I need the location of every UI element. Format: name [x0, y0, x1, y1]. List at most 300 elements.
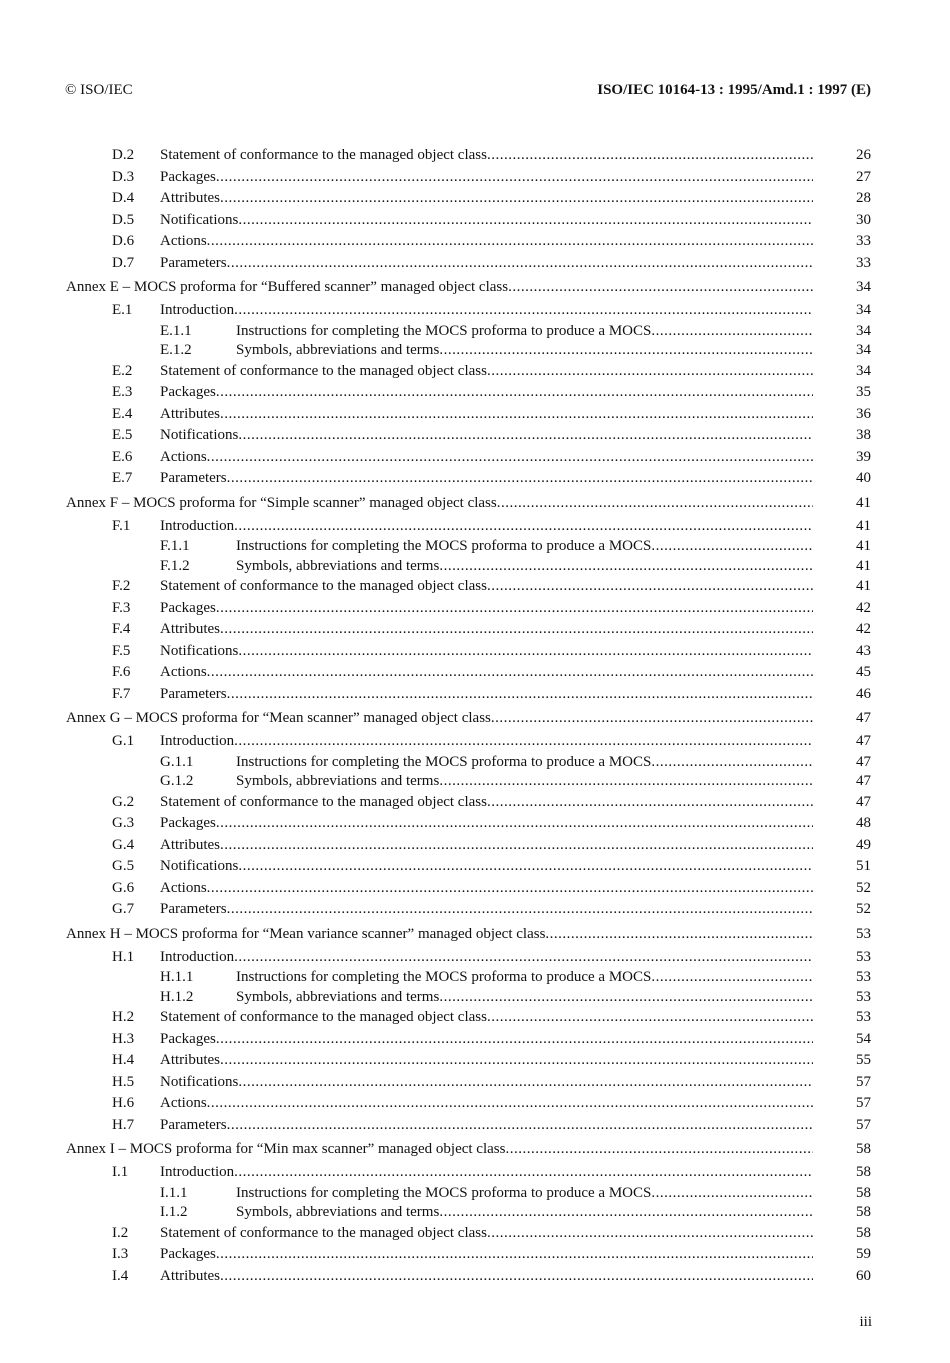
toc-entry-title-leader [160, 1162, 813, 1184]
toc-entry-number: H.7 [112, 1116, 135, 1133]
toc-entry-page: 35 [856, 384, 871, 400]
toc-entry-number: G.5 [112, 858, 135, 874]
toc-entry-page: 47 [856, 753, 871, 770]
toc-entry-page: 36 [856, 405, 871, 422]
dot-leader [220, 404, 813, 426]
toc-entry-title-leader [236, 1203, 813, 1223]
toc-entry-title: Statement of conformance to the managed object class [160, 578, 487, 594]
toc-entry-title-leader [160, 899, 813, 921]
dot-leader [220, 1050, 813, 1072]
toc-entry [0, 878, 950, 900]
toc-entry-title-leader [66, 490, 813, 516]
toc-entry-title-leader [160, 167, 813, 189]
toc-entry-title: Packages [160, 384, 216, 400]
toc-entry-title: Introduction [160, 517, 235, 534]
dot-leader [207, 231, 813, 253]
dot-leader [216, 1244, 813, 1266]
toc-entry [0, 537, 950, 557]
toc-entry-number: F.4 [112, 621, 131, 637]
dot-leader [439, 341, 813, 361]
dot-leader [497, 490, 813, 516]
toc-entry [0, 322, 950, 342]
toc-entry-page: 47 [856, 733, 871, 749]
dot-leader [227, 468, 813, 490]
header-copyright: © ISO/IEC [65, 82, 133, 98]
toc-entry-page: 33 [856, 233, 871, 249]
dot-leader [487, 361, 813, 383]
toc-entry [0, 1115, 950, 1137]
toc-entry-title: Notifications [160, 1073, 239, 1090]
dot-leader [487, 576, 813, 598]
toc-entry-title-leader [160, 404, 813, 426]
toc-entry-title-leader [160, 792, 813, 814]
toc-entry-title: Actions [160, 664, 207, 680]
toc-entry-title: Attributes [160, 190, 220, 206]
toc-entry-number: D.2 [112, 147, 135, 163]
toc-entry-title-leader [160, 300, 813, 322]
toc-entry [0, 753, 950, 773]
toc-entry-title: Symbols, abbreviations and terms [236, 988, 440, 1005]
toc-entry-title-leader [160, 1093, 813, 1115]
toc-entry-title-leader [160, 662, 813, 684]
toc-entry [0, 619, 950, 641]
toc-entry [0, 662, 950, 684]
toc-entry-page: 58 [856, 1164, 871, 1180]
toc-entry-title-leader [160, 684, 813, 706]
toc-entry-page: 52 [856, 879, 871, 896]
toc-entry-title-leader [160, 188, 813, 210]
toc-entry-title-leader [160, 1007, 813, 1029]
toc-entry-title: Parameters [160, 685, 227, 702]
toc-entry-title: Attributes [160, 836, 220, 853]
toc-entry-page: 41 [856, 578, 871, 594]
toc-entry-title: Instructions for completing the MOCS proforma to produce a MOCS [236, 969, 652, 985]
toc-entry-title-leader [236, 772, 813, 792]
toc-entry-page: 34 [856, 322, 871, 339]
toc-entry [0, 231, 950, 253]
toc-entry-number: F.1.1 [160, 538, 190, 554]
toc-entry-page: 46 [856, 685, 871, 702]
dot-leader [487, 792, 813, 814]
toc-entry-title-leader [160, 576, 813, 598]
toc-entry-number: H.1.1 [160, 969, 194, 985]
footer-page-number: iii [859, 1314, 872, 1330]
toc-entry-number: E.7 [112, 470, 133, 486]
toc-entry-number: H.1.2 [160, 988, 194, 1005]
dot-leader [234, 947, 813, 969]
toc-entry-page: 38 [856, 427, 871, 443]
toc-entry-title: Actions [160, 448, 207, 465]
toc-entry [0, 1029, 950, 1051]
toc-entry-title-leader [160, 813, 813, 835]
dot-leader [651, 753, 813, 773]
toc-entry-number: G.2 [112, 793, 135, 810]
toc-entry-page: 53 [856, 969, 871, 985]
toc-entry-page: 27 [856, 168, 871, 185]
toc-entry-title: Annex G – MOCS proforma for “Mean scanner” managed object class [66, 710, 491, 726]
toc-entry-page: 57 [856, 1073, 871, 1090]
toc-entry-title: Packages [160, 168, 216, 185]
dot-leader [234, 300, 813, 322]
toc-entry-number: G.4 [112, 836, 135, 853]
toc-entry [0, 598, 950, 620]
toc-entry-title: Parameters [160, 254, 227, 271]
toc-entry [0, 772, 950, 792]
toc-entry-title: Statement of conformance to the managed object class [160, 147, 487, 163]
toc-entry-title-leader [160, 210, 813, 232]
dot-leader [227, 899, 813, 921]
toc-entry-number: G.1.2 [160, 773, 194, 789]
toc-entry-number: H.4 [112, 1052, 135, 1068]
dot-leader [491, 705, 813, 731]
toc-entry-title-leader [236, 1184, 813, 1204]
dot-leader [238, 425, 813, 447]
toc-entry-number: F.1.2 [160, 557, 190, 574]
toc-entry-title-leader [236, 988, 813, 1008]
dot-leader [439, 557, 813, 577]
toc-entry-page: 47 [856, 773, 871, 789]
toc-entry-number: H.1 [112, 948, 135, 965]
toc-entry-title-leader [160, 1244, 813, 1266]
toc-entry-title: Notifications [160, 642, 239, 659]
dot-leader [487, 1007, 813, 1029]
toc-entry-title: Packages [160, 815, 216, 831]
toc-entry-title: Packages [160, 1246, 216, 1262]
toc-entry-page: 58 [856, 1224, 871, 1241]
dot-leader [207, 662, 813, 684]
toc-entry-title: Parameters [160, 901, 227, 917]
toc-entry-number: G.3 [112, 815, 135, 831]
toc-entry-number: D.5 [112, 211, 135, 228]
toc-entry-number: G.1.1 [160, 753, 194, 770]
toc-entry-number: F.2 [112, 578, 131, 594]
toc-entry-page: 41 [856, 538, 871, 554]
toc-entry [0, 253, 950, 275]
toc-entry [0, 447, 950, 469]
toc-entry-number: D.3 [112, 168, 135, 185]
toc-entry-number: D.4 [112, 190, 135, 206]
toc-entry [0, 968, 950, 988]
toc-entry-page: 33 [856, 254, 871, 271]
toc-entry-number: I.4 [112, 1267, 129, 1284]
toc-entry-page: 41 [856, 494, 871, 511]
toc-entry-number: E.2 [112, 362, 133, 379]
toc-entry-title: Parameters [160, 1116, 227, 1133]
toc-entry-title: Annex F – MOCS proforma for “Simple scanner” managed object class [66, 494, 497, 511]
toc-annex-entry [0, 705, 950, 731]
dot-leader [508, 274, 813, 300]
toc-entry [0, 425, 950, 447]
toc-entry-title-leader [160, 516, 813, 538]
toc-entry [0, 361, 950, 383]
toc-entry-title: Annex E – MOCS proforma for “Buffered scanner” managed object class [66, 279, 509, 295]
toc-entry [0, 1072, 950, 1094]
toc-entry-title: Attributes [160, 621, 220, 637]
toc-entry-number: I.2 [112, 1224, 129, 1241]
toc-entry [0, 167, 950, 189]
toc-entry-title-leader [236, 753, 813, 773]
toc-entry-page: 34 [856, 279, 871, 295]
toc-entry-title-leader [160, 1115, 813, 1137]
dot-leader [487, 1223, 813, 1245]
toc-entry-number: D.7 [112, 254, 135, 271]
toc-entry-number: I.1.1 [160, 1184, 188, 1201]
toc-entry [0, 300, 950, 322]
toc-entry-title-leader [160, 425, 813, 447]
toc-entry-number: E.4 [112, 405, 133, 422]
toc-entry-title-leader [236, 968, 813, 988]
toc-entry-title: Symbols, abbreviations and terms [236, 1204, 440, 1220]
toc-entry-number: F.5 [112, 642, 131, 659]
toc-entry [0, 684, 950, 706]
toc-entry-number: G.7 [112, 901, 135, 917]
dot-leader [220, 619, 813, 641]
toc-entry-title-leader [236, 557, 813, 577]
toc-entry [0, 557, 950, 577]
toc-entry-page: 58 [856, 1204, 871, 1220]
toc-entry-title: Packages [160, 599, 216, 616]
toc-annex-entry [0, 490, 950, 516]
toc-entry-title: Statement of conformance to the managed object class [160, 1009, 487, 1025]
toc-entry-title: Packages [160, 1030, 216, 1047]
toc-entry-page: 58 [856, 1141, 871, 1157]
toc-entry [0, 341, 950, 361]
toc-entry-title: Instructions for completing the MOCS proforma to produce a MOCS [236, 753, 652, 770]
toc-entry-title: Attributes [160, 405, 220, 422]
dot-leader [238, 210, 813, 232]
toc-entry-page: 28 [856, 190, 871, 206]
toc-entry-number: F.3 [112, 599, 131, 616]
toc-entry-number: E.1 [112, 302, 133, 318]
dot-leader [651, 322, 813, 342]
dot-leader [216, 598, 813, 620]
dot-leader [207, 447, 813, 469]
toc-entry-page: 57 [856, 1095, 871, 1111]
table-of-contents [0, 145, 950, 1287]
toc-entry-page: 34 [856, 302, 871, 318]
toc-entry [0, 899, 950, 921]
toc-entry-title: Annex H – MOCS proforma for “Mean variance scanner” managed object class [66, 925, 546, 942]
toc-entry-title-leader [160, 231, 813, 253]
toc-entry-number: H.2 [112, 1009, 135, 1025]
toc-entry-title: Actions [160, 879, 207, 896]
toc-entry [0, 468, 950, 490]
toc-entry-number: E.5 [112, 427, 133, 443]
toc-entry-title-leader [160, 1223, 813, 1245]
toc-entry [0, 1223, 950, 1245]
toc-entry-title: Introduction [160, 948, 235, 965]
toc-entry-title-leader [160, 1266, 813, 1288]
toc-entry-title: Statement of conformance to the managed object class [160, 362, 487, 379]
toc-entry-page: 54 [856, 1030, 871, 1047]
toc-entry-page: 53 [856, 925, 871, 942]
toc-entry-title: Notifications [160, 427, 239, 443]
toc-entry-title-leader [66, 921, 813, 947]
toc-entry-title: Symbols, abbreviations and terms [236, 342, 440, 358]
toc-entry-page: 42 [856, 621, 871, 637]
toc-entry-title: Symbols, abbreviations and terms [236, 773, 440, 789]
toc-entry-title-leader [160, 878, 813, 900]
toc-entry-title: Introduction [160, 733, 235, 749]
dot-leader [487, 145, 813, 167]
toc-entry-title-leader [66, 705, 813, 731]
toc-entry [0, 1203, 950, 1223]
toc-entry-page: 60 [856, 1267, 871, 1284]
toc-entry-title: Instructions for completing the MOCS proforma to produce a MOCS [236, 322, 652, 339]
toc-entry-number: G.6 [112, 879, 135, 896]
toc-entry-title: Notifications [160, 858, 239, 874]
dot-leader [651, 537, 813, 557]
dot-leader [227, 1115, 813, 1137]
dot-leader [207, 878, 813, 900]
toc-annex-entry [0, 1136, 950, 1162]
toc-entry-title: Actions [160, 233, 207, 249]
dot-leader [238, 856, 813, 878]
dot-leader [651, 968, 813, 988]
toc-entry-number: F.1 [112, 517, 131, 534]
dot-leader [216, 813, 813, 835]
toc-entry-page: 30 [856, 211, 871, 228]
toc-entry-title: Instructions for completing the MOCS proforma to produce a MOCS [236, 538, 652, 554]
toc-entry-page: 51 [856, 858, 871, 874]
toc-entry-title: Notifications [160, 211, 239, 228]
toc-entry-title-leader [66, 1136, 813, 1162]
toc-entry [0, 835, 950, 857]
toc-entry-title-leader [236, 322, 813, 342]
toc-entry-page: 40 [856, 470, 871, 486]
toc-entry-page: 58 [856, 1184, 871, 1201]
dot-leader [505, 1136, 813, 1162]
toc-entry-title: Instructions for completing the MOCS proforma to produce a MOCS [236, 1184, 652, 1201]
toc-entry-title-leader [236, 537, 813, 557]
dot-leader [238, 1072, 813, 1094]
toc-entry-title: Statement of conformance to the managed object class [160, 1224, 487, 1241]
dot-leader [227, 253, 813, 275]
dot-leader [238, 641, 813, 663]
toc-entry-page: 59 [856, 1246, 871, 1262]
toc-entry [0, 856, 950, 878]
toc-entry-page: 42 [856, 599, 871, 616]
toc-entry [0, 1093, 950, 1115]
dot-leader [439, 772, 813, 792]
toc-entry-title-leader [160, 598, 813, 620]
toc-entry-page: 45 [856, 664, 871, 680]
toc-entry [0, 792, 950, 814]
toc-entry-title: Attributes [160, 1052, 220, 1068]
toc-annex-entry [0, 921, 950, 947]
toc-entry-page: 48 [856, 815, 871, 831]
toc-entry-number: I.3 [112, 1246, 129, 1262]
toc-entry-number: I.1.2 [160, 1204, 188, 1220]
toc-entry-title: Annex I – MOCS proforma for “Min max scanner” managed object class [66, 1141, 506, 1157]
toc-entry-title: Actions [160, 1095, 207, 1111]
toc-entry-title-leader [160, 253, 813, 275]
toc-entry-page: 41 [856, 517, 871, 534]
dot-leader [207, 1093, 813, 1115]
dot-leader [220, 835, 813, 857]
toc-entry-title: Introduction [160, 1164, 235, 1180]
toc-entry-page: 41 [856, 557, 871, 574]
toc-entry-number: D.6 [112, 233, 135, 249]
toc-entry [0, 382, 950, 404]
toc-entry-title-leader [160, 619, 813, 641]
toc-entry-title-leader [160, 856, 813, 878]
toc-entry-page: 53 [856, 948, 871, 965]
toc-entry-number: I.1 [112, 1164, 129, 1180]
dot-leader [216, 382, 813, 404]
dot-leader [545, 921, 813, 947]
toc-entry-title-leader [160, 382, 813, 404]
toc-entry-page: 53 [856, 1009, 871, 1025]
toc-entry-title-leader [160, 1050, 813, 1072]
dot-leader [216, 1029, 813, 1051]
toc-entry-title-leader [236, 341, 813, 361]
toc-entry [0, 210, 950, 232]
dot-leader [216, 167, 813, 189]
header-document-id: ISO/IEC 10164-13 : 1995/Amd.1 : 1997 (E) [597, 82, 871, 98]
dot-leader [234, 731, 813, 753]
toc-entry-title: Symbols, abbreviations and terms [236, 557, 440, 574]
dot-leader [439, 1203, 813, 1223]
toc-entry-page: 39 [856, 448, 871, 465]
toc-entry-number: E.6 [112, 448, 133, 465]
toc-entry-page: 53 [856, 988, 871, 1005]
toc-entry [0, 516, 950, 538]
toc-entry-number: H.3 [112, 1030, 135, 1047]
dot-leader [227, 684, 813, 706]
toc-entry [0, 731, 950, 753]
toc-entry-page: 34 [856, 342, 871, 358]
toc-entry-page: 26 [856, 147, 871, 163]
toc-entry [0, 947, 950, 969]
toc-entry [0, 1266, 950, 1288]
dot-leader [234, 516, 813, 538]
toc-entry [0, 1184, 950, 1204]
toc-entry-page: 57 [856, 1116, 871, 1133]
toc-entry-title-leader [160, 641, 813, 663]
toc-entry-title-leader [160, 361, 813, 383]
toc-entry-number: E.1.1 [160, 322, 192, 339]
toc-entry [0, 576, 950, 598]
toc-entry-title-leader [160, 145, 813, 167]
toc-entry [0, 813, 950, 835]
toc-entry-title-leader [66, 274, 813, 300]
toc-entry-number: F.6 [112, 664, 131, 680]
toc-entry-page: 52 [856, 901, 871, 917]
toc-entry-title-leader [160, 468, 813, 490]
toc-entry [0, 145, 950, 167]
dot-leader [220, 188, 813, 210]
toc-entry-number: E.3 [112, 384, 133, 400]
toc-entry-page: 47 [856, 710, 871, 726]
toc-entry [0, 1050, 950, 1072]
dot-leader [234, 1162, 813, 1184]
toc-entry-page: 47 [856, 793, 871, 810]
toc-entry-number: G.1 [112, 733, 135, 749]
toc-entry-page: 49 [856, 836, 871, 853]
toc-entry-title: Statement of conformance to the managed object class [160, 793, 487, 810]
toc-entry-page: 43 [856, 642, 871, 659]
toc-annex-entry [0, 274, 950, 300]
toc-entry [0, 404, 950, 426]
toc-entry-title: Introduction [160, 302, 235, 318]
dot-leader [651, 1184, 813, 1204]
dot-leader [220, 1266, 813, 1288]
toc-entry [0, 1007, 950, 1029]
toc-entry [0, 1162, 950, 1184]
toc-entry-number: F.7 [112, 685, 131, 702]
toc-entry [0, 641, 950, 663]
